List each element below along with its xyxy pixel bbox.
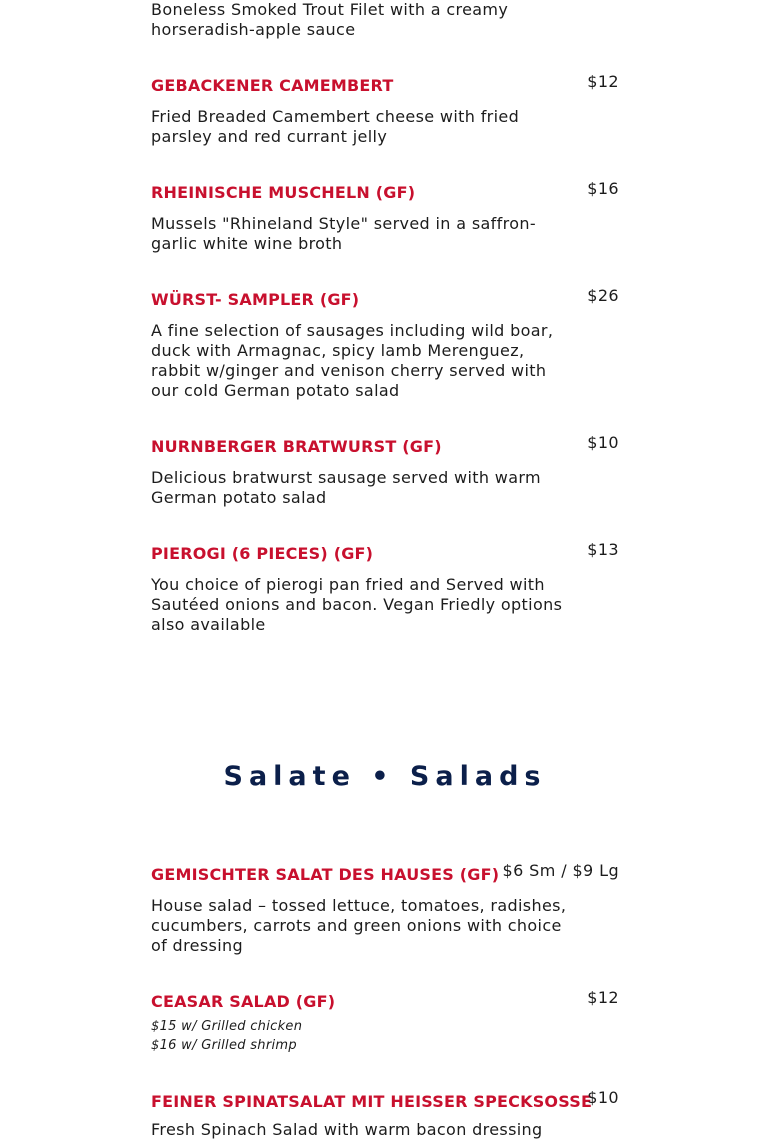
menu-item-name: WÜRST- SAMPLER (GF) [151,290,360,309]
menu-item-note: $15 w/ Grilled chicken [151,1019,303,1034]
menu-item-price: $12 [587,72,619,91]
menu-item-name: FEINER SPINATSALAT MIT HEISSER SPECKSOSSE [151,1092,593,1111]
menu-item-price: $6 Sm / $9 Lg [502,861,619,880]
menu-item-name: CEASAR SALAD (GF) [151,992,336,1011]
menu-item-note: $16 w/ Grilled shrimp [151,1038,297,1053]
menu-item-description: A fine selection of sausages including wild boar, duck with Armagnac, spicy lamb Merenguez, rabbit w/ginger and venison cherry served with our cold German potato salad [151,321,554,400]
menu-item-price: $16 [587,179,619,198]
menu-item-price: $10 [587,433,619,452]
menu-item-description: You choice of pierogi pan fried and Served with Sautéed onions and bacon. Vegan Friedly options also available [151,575,563,634]
menu-item-description: Delicious bratwurst sausage served with warm German potato salad [151,468,541,507]
menu-item-price: $26 [587,286,619,305]
menu-item-price: $10 [587,1088,619,1107]
menu-item-description: Fresh Spinach Salad with warm bacon dressing [151,1120,543,1139]
menu-item-name: GEMISCHTER SALAT DES HAUSES (GF) [151,865,500,884]
menu-item-name: RHEINISCHE MUSCHELN (GF) [151,183,416,202]
menu-item-name: PIEROGI (6 PIECES) (GF) [151,544,374,563]
menu-item-description: House salad – tossed lettuce, tomatoes, radishes, cucumbers, carrots and green onions with choice of dressing [151,896,567,955]
menu-item-price: $12 [587,988,619,1007]
section-title-salads: Salate • Salads [223,761,547,792]
menu-item-name: GEBACKENER CAMEMBERT [151,76,394,95]
trout-description: Boneless Smoked Trout Filet with a creamy horseradish-apple sauce [151,0,509,39]
menu-item-name: NURNBERGER BRATWURST (GF) [151,437,442,456]
menu-item-price: $13 [587,540,619,559]
menu-item-description: Mussels "Rhineland Style" served in a saffron- garlic white wine broth [151,214,536,253]
menu-item-description: Fried Breaded Camembert cheese with fried parsley and red currant jelly [151,107,520,146]
